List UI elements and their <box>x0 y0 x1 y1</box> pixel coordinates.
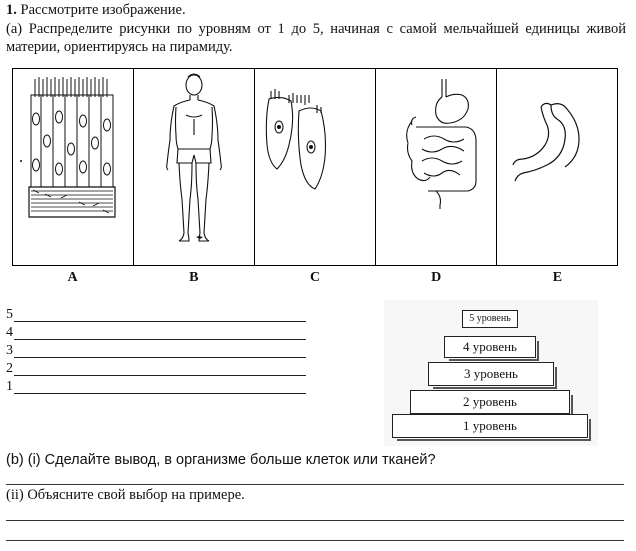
digestive-system-image <box>376 69 496 265</box>
pyramid-level-5 <box>462 310 518 328</box>
answer-number: 3 <box>6 343 13 358</box>
stomach-image <box>497 69 617 265</box>
answer-line-2[interactable] <box>6 358 306 376</box>
answer-rule[interactable] <box>6 520 624 521</box>
question-title <box>6 2 186 19</box>
pyramid-level-label: 4 уровень <box>463 339 517 354</box>
answer-line-5[interactable] <box>6 304 306 322</box>
pyramid-level-4 <box>444 336 536 358</box>
pyramid-level-2 <box>410 390 570 414</box>
answer-line-3[interactable] <box>6 340 306 358</box>
image-table <box>12 68 618 266</box>
answer-lines <box>6 304 306 394</box>
image-letters <box>12 270 618 286</box>
task-a-text: (a) Распределите рисунки по уровням от 1 до 5, начиная с самой мельчайшей единицы живой материи, ориентируясь на пирамиду. <box>6 21 626 55</box>
image-cell-e <box>497 69 617 265</box>
pyramid-level-3 <box>428 362 554 386</box>
answer-number: 2 <box>6 361 13 376</box>
answer-blank[interactable] <box>14 380 306 394</box>
image-label-a: A <box>67 270 78 285</box>
part-b-explain: (ii) Объясните свой выбор на примере. <box>6 487 245 503</box>
image-cell-d <box>376 69 497 265</box>
question-number: 1. <box>6 2 17 18</box>
answer-rule[interactable] <box>6 540 624 541</box>
levels-pyramid <box>384 300 598 446</box>
answer-blank[interactable] <box>14 326 306 340</box>
answer-blank[interactable] <box>14 308 306 322</box>
answer-line-1[interactable] <box>6 376 306 394</box>
image-label-d: D <box>431 270 442 285</box>
image-label-e: E <box>552 270 563 285</box>
pyramid-level-label: 1 уровень <box>463 418 517 433</box>
cells-image <box>255 69 375 265</box>
image-label-c: C <box>309 270 321 285</box>
pyramid-level-label: 5 уровень <box>469 313 511 324</box>
epithelial-tissue-image <box>13 69 133 265</box>
answer-blank[interactable] <box>14 344 306 358</box>
image-cell-a <box>13 69 134 265</box>
answer-rule[interactable] <box>6 484 624 485</box>
image-cell-c <box>255 69 376 265</box>
human-body-image <box>134 69 254 265</box>
pyramid-level-label: 2 уровень <box>463 394 517 409</box>
answer-line-4[interactable] <box>6 322 306 340</box>
pyramid-level-1 <box>392 414 588 438</box>
question-title-text: Рассмотрите изображение. <box>20 2 186 18</box>
part-b-question: (b) (i) Сделайте вывод, в организме больше клеток или тканей? <box>6 452 436 468</box>
answer-number: 5 <box>6 307 13 322</box>
pyramid-level-label: 3 уровень <box>464 366 518 381</box>
answer-number: 4 <box>6 325 13 340</box>
answer-number: 1 <box>6 379 13 394</box>
answer-blank[interactable] <box>14 362 306 376</box>
image-cell-b <box>134 69 255 265</box>
image-label-b: B <box>189 270 199 285</box>
